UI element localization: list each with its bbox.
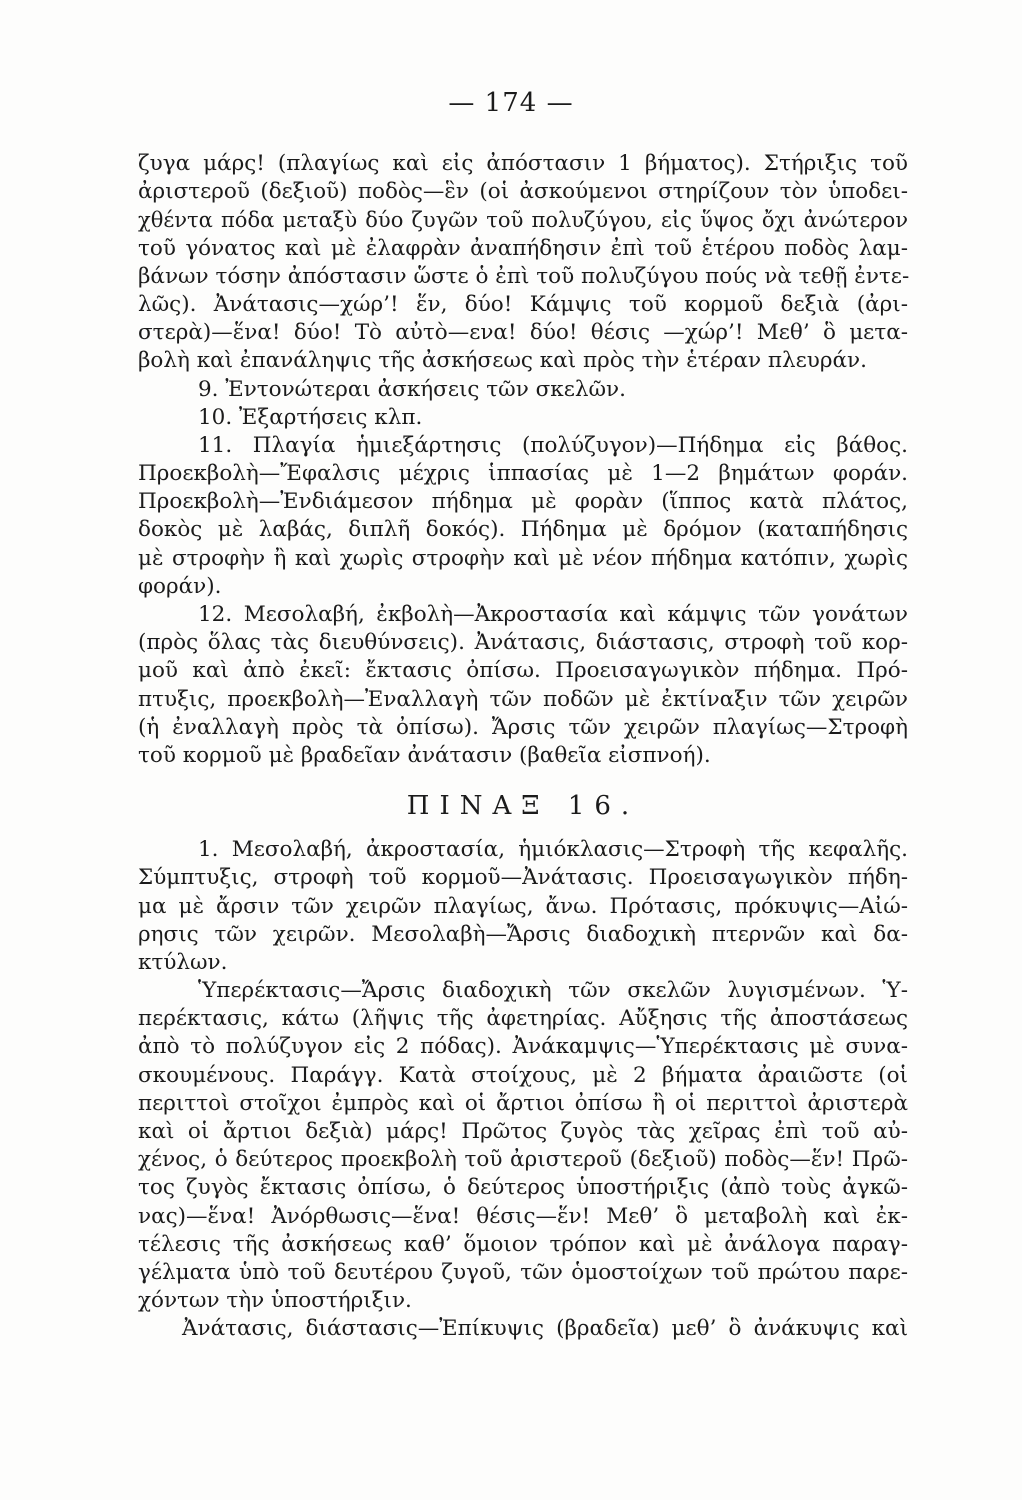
text-line: τέλεσις τῆς ἀσκήσεως καθ’ ὅμοιον τρόπον καὶ μὲ ἀνάλογα παραγ- xyxy=(138,1231,908,1257)
text-line: περέκτασις, κάτω (λῆψις τῆς ἀφετηρίας. Αὔξησις τῆς ἀποστάσεως xyxy=(138,1006,908,1032)
text-line: χένος, ὁ δεύτερος προεκβολὴ τοῦ ἀριστεροῦ (δεξιοῦ) ποδὸς—ἕν! Πρῶ- xyxy=(138,1147,908,1173)
text-line: ρησις τῶν χειρῶν. Μεσολαβὴ—Ἄρσις διαδοχικὴ πτερνῶν καὶ δα- xyxy=(138,921,908,947)
list-item: 12. Μεσολαβή, ἐκβολὴ—Ἀκροστασία καὶ κάμψις τῶν γονάτων xyxy=(198,602,908,627)
text-line: πτυξις, προεκβολὴ—Ἐναλλαγὴ τῶν ποδῶν μὲ ἐκτίναξιν τῶν χειρῶν xyxy=(138,686,908,712)
text-line: τοῦ γόνατος καὶ μὲ ἐλαφρὰν ἀναπήδησιν ἐπὶ τοῦ ἑτέρου ποδὸς λαμ- xyxy=(138,235,908,261)
text-line: βάνων τόσην ἀπόστασιν ὥστε ὁ ἐπὶ τοῦ πολυζύγου πούς νὰ τεθῇ ἐντε- xyxy=(138,263,910,289)
text-line: στερὰ)—ἕνα! δύο! Τὸ αὐτὸ—ενα! δύο! θέσις —χώρ’! Μεθ’ ὃ μετα- xyxy=(138,320,908,346)
list-item: 1. Μεσολαβή, ἀκροστασία, ἡμιόκλασις—Στροφὴ τῆς κεφαλῆς. xyxy=(198,837,908,863)
page-number: — 174 — xyxy=(448,88,574,118)
list-item: 11. Πλαγία ἡμιεξάρτησις (πολύζυγον)—Πήδημα εἰς βάθος. xyxy=(198,432,908,458)
body-text xyxy=(138,150,908,1344)
text-line: χόντων τὴν ὑποστήριξιν. xyxy=(138,1288,412,1314)
text-line: Προεκβολὴ—Ἐνδιάμεσον πήδημα μὲ φορὰν (ἵππος κατὰ πλάτος, xyxy=(138,489,908,515)
text-line: λῶς). Ἀνάτασις—χώρ’! ἕν, δύο! Κάμψις τοῦ κορμοῦ δεξιὰ (ἀρι- xyxy=(138,291,908,317)
section-heading: ΠΙΝΑΞ 16. xyxy=(406,791,640,822)
list-item: 9. Ἐντονώτεραι ἀσκήσεις τῶν σκελῶν. xyxy=(198,376,626,402)
text-line: μα μὲ ἄρσιν τῶν χειρῶν πλαγίως, ἄνω. Πρότασις, πρόκυψις—Αἰώ- xyxy=(138,893,908,919)
text-line: σκουμένους. Παράγγ. Κατὰ στοίχους, μὲ 2 βήματα ἀραιῶστε (οἱ xyxy=(138,1062,908,1088)
text-line: περιττοὶ στοῖχοι ἐμπρὸς καὶ οἱ ἄρτιοι ὀπίσω ἢ οἱ περιττοὶ ἀριστερὰ xyxy=(138,1090,908,1116)
text-line: νας)—ἕνα! Ἀνόρθωσις—ἕνα! θέσις—ἕν! Μεθ’ ὃ μεταβολὴ καὶ ἐκ- xyxy=(138,1203,908,1229)
text-line: φοράν). xyxy=(138,573,222,599)
text-line: Σύμπτυξις, στροφὴ τοῦ κορμοῦ—Ἀνάτασις. Προεισαγωγικὸν πήδη- xyxy=(138,865,908,891)
text-line: ζυγα μάρς! (πλαγίως καὶ εἰς ἀπόστασιν 1 βήματος). Στήριξις τοῦ xyxy=(138,151,908,176)
text-line: καὶ οἱ ἄρτιοι δεξιὰ) μάρς! Πρῶτος ζυγὸς τὰς χεῖρας ἐπὶ τοῦ αὐ- xyxy=(138,1119,908,1144)
text-line: τοῦ κορμοῦ μὲ βραδεῖαν ἀνάτασιν (βαθεῖα εἰσπνοή). xyxy=(138,742,711,768)
text-line: Προεκβολὴ—Ἔφαλσις μέχρις ἱππασίας μὲ 1—2 βημάτων φοράν. xyxy=(138,461,908,487)
paragraph-start: Ἀνάτασις, διάστασις—Ἐπίκυψις (βραδεῖα) μεθ’ ὃ ἀνάκυψις καὶ xyxy=(182,1316,908,1342)
text-line: κτύλων. xyxy=(138,949,228,975)
list-item: 10. Ἐξαρτήσεις κλπ. xyxy=(198,404,423,430)
text-line: δοκὸς μὲ λαβάς, διπλῆ δοκός). Πήδημα μὲ δρόμον (καταπήδησις xyxy=(138,517,908,543)
paragraph-start: Ὑπερέκτασις—Ἄρσις διαδοχικὴ τῶν σκελῶν λυγισμένων. Ὑ- xyxy=(198,978,908,1004)
text-line: γέλματα ὑπὸ τοῦ δευτέρου ζυγοῦ, τῶν ὁμοστοίχων τοῦ πρώτου παρε- xyxy=(138,1259,908,1285)
text-line: (ἡ ἐναλλαγὴ πρὸς τὰ ὀπίσω). Ἄρσις τῶν χειρῶν πλαγίως—Στροφὴ xyxy=(138,714,908,740)
text-line: ἀριστεροῦ (δεξιοῦ) ποδὸς—ἓν (οἱ ἀσκούμενοι στηρίζουν τὸν ὑποδει- xyxy=(138,179,908,205)
text-line: χθέντα πόδα μεταξὺ δύο ζυγῶν τοῦ πολυζύγου, εἰς ὕψος ὄχι ἀνώτερον xyxy=(138,208,908,233)
text-line: (πρὸς ὅλας τὰς διευθύνσεις). Ἀνάτασις, διάστασις, στροφὴ τοῦ κορ- xyxy=(138,630,908,656)
text-line: τος ζυγὸς ἔκτασις ὀπίσω, ὁ δεύτερος ὑποστήριξις (ἀπὸ τοὺς ἀγκῶ- xyxy=(138,1175,908,1201)
text-line: μοῦ καὶ ἀπὸ ἐκεῖ: ἔκτασις ὀπίσω. Προεισαγωγικὸν πήδημα. Πρό- xyxy=(138,658,908,684)
text-line: ἀπὸ τὸ πολύζυγον εἰς 2 πόδας). Ἀνάκαμψις—Ὑπερέκτασις μὲ συνα- xyxy=(138,1034,908,1060)
text-line: βολὴ καὶ ἐπανάληψις τῆς ἀσκήσεως καὶ πρὸς τὴν ἑτέραν πλευράν. xyxy=(138,348,867,374)
text-line: μὲ στροφὴν ἢ καὶ χωρὶς στροφὴν καὶ μὲ νέον πήδημα κατόπιν, χωρὶς xyxy=(138,545,908,571)
